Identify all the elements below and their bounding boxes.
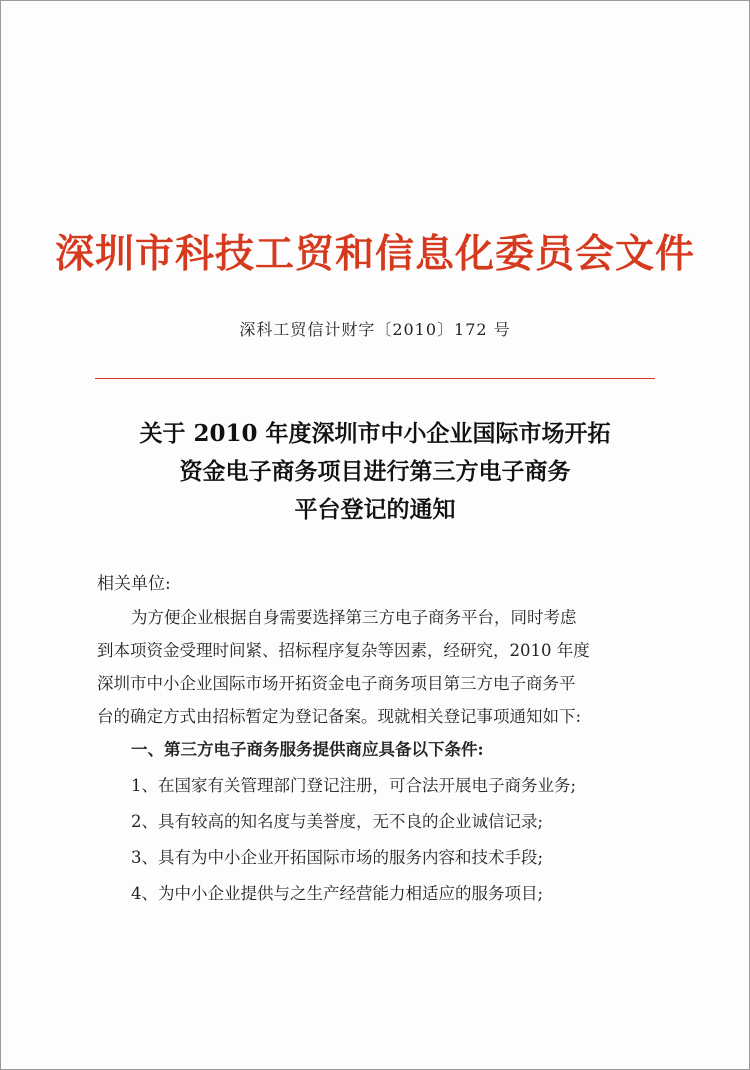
paragraph-line: 深圳市中小企业国际市场开拓资金电子商务项目第三方电子商务平	[97, 674, 576, 693]
condition-item: 3、具有为中小企业开拓国际市场的服务内容和技术手段;	[131, 848, 544, 867]
notice-title-line: 关于 2010 年度深圳市中小企业国际市场开拓	[139, 420, 611, 447]
notice-title-line: 资金电子商务项目进行第三方电子商务	[179, 458, 571, 485]
red-divider-line	[95, 378, 655, 379]
paragraph-line: 到本项资金受理时间紧、招标程序复杂等因素，经研究，2010 年度	[97, 641, 590, 660]
issuing-authority-title: 深圳市科技工贸和信息化委员会文件	[54, 231, 695, 277]
notice-title-line: 平台登记的通知	[294, 496, 456, 523]
condition-item: 1、在国家有关管理部门登记注册，可合法开展电子商务业务;	[131, 776, 577, 795]
condition-item: 4、为中小企业提供与之生产经营能力相适应的服务项目;	[131, 884, 544, 903]
notice-body	[97, 601, 679, 910]
section-heading: 一、第三方电子商务服务提供商应具备以下条件:	[131, 740, 484, 759]
paragraph-line: 台的确定方式由招标暂定为登记备案。现就相关登记事项通知如下:	[97, 707, 582, 726]
condition-item: 2、具有较高的知名度与美誉度，无不良的企业诚信记录;	[131, 812, 544, 831]
document-number: 深科工贸信计财字〔2010〕172 号	[239, 320, 511, 339]
notice-title	[1, 415, 749, 529]
paragraph-line: 为方便企业根据自身需要选择第三方电子商务平台，同时考虑	[131, 608, 577, 627]
salutation: 相关单位:	[97, 574, 171, 594]
